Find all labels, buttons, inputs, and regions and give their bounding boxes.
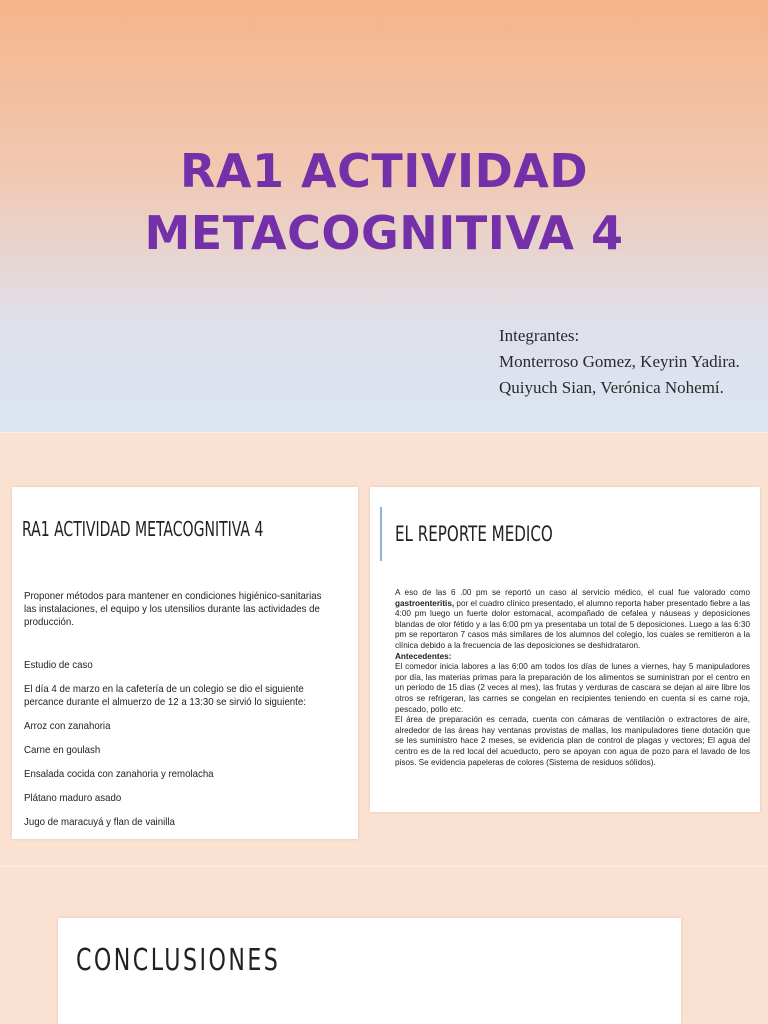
member-1: Monterroso Gomez, Keyrin Yadira. [499, 352, 740, 371]
conclusions-slide [58, 918, 681, 1024]
report-paragraph-2: El comedor inicia labores a las 6:00 am todos los días de lunes a viernes, hay 5 manipuladores por día, las materias primas para la preparación de los alimentos se suministran por el centro en un periodo de 15 días (2 veces al mes), las frutas y verduras de cascara se dejan al aire libre los otros se refrigeran, las carnes se congelan en recipientes teniendo en cuenta si es carne roja, pescado, pollo etc. [395, 662, 750, 714]
member-2: Quiyuch Sian, Verónica Nohemí. [499, 378, 724, 397]
activity-heading: RA1 ACTIVIDAD METACOGNITIVA 4 [22, 517, 264, 541]
case-label: Estudio de caso [24, 659, 93, 671]
conclusions-heading: CONCLUSIONES [76, 943, 281, 978]
report-paragraph-1 [395, 588, 750, 652]
menu-item: Jugo de maracuyá y flan de vainilla [24, 816, 175, 828]
medical-report-slide [370, 487, 760, 812]
menu-item: Ensalada cocida con zanahoria y remolacha [24, 768, 214, 780]
report-text: A eso de las 6 .00 pm se reportó un caso al servicio médico, el cual fue valorado como [395, 588, 750, 597]
title-line-2: METACOGNITIVA 4 [144, 206, 624, 260]
report-heading: EL REPORTE MEDICO [395, 522, 553, 546]
activity-body [24, 590, 323, 829]
presentation-title [0, 140, 768, 264]
members-block [499, 323, 740, 401]
members-label: Integrantes: [499, 326, 580, 345]
report-paragraph-3: El área de preparación es cerrada, cuenta con cámaras de ventilación o extractores de aire, alrededor de las áreas hay ventanas provistas de mallas, los manipuladores tiene dotación que se les suministro hace 2 meses, se evidencia plan de control de plagas y vectores; El agua del centro es de la red local del acueducto, pero se apoyan con agua de pozo para el lavado de los pisos. Se evidencia papeleras de colores (Sistema de residuos sólidos). [395, 715, 750, 767]
case-text: El día 4 de marzo en la cafetería de un colegio se dio el siguiente percance durante el almuerzo de 12 a 13:30 se sirvió lo siguiente: [24, 683, 306, 708]
activity-intro: Proponer métodos para mantener en condiciones higiénico-sanitarias las instalaciones, el equipo y los utensilios durante las actividades de producción. [24, 590, 322, 628]
menu-item: Plátano maduro asado [24, 792, 122, 804]
accent-bar [380, 507, 382, 561]
menu-item: Carne en goulash [24, 744, 101, 756]
title-slide [0, 0, 768, 432]
antecedentes-label: Antecedentes: [395, 651, 452, 661]
report-text: por el cuadro clínico presentado, el alumno reporta haber presentado fiebre a las 4:00 pm luego un fuerte dolor estomacal, acompañado de cefalea y náuseas y deposiciones blandas de olor fétido y a las 6:00 pm ya presentaba un total de 5 deposiciones. Luego a las 6:30 pm se reportaron 7 casos más similares de los alumnos del colegio, los cuales se remitieron a la clínica debido a la frecuencia de las deposiciones se deshidrataron. [395, 598, 750, 650]
menu-item: Arroz con zanahoria [24, 720, 111, 732]
slide-separator [0, 866, 768, 867]
slide-separator [0, 432, 768, 433]
title-line-1: RA1 ACTIVIDAD [179, 144, 589, 198]
activity-slide [12, 487, 358, 839]
report-body [395, 588, 750, 768]
diagnosis: gastroenteritis, [395, 598, 455, 608]
